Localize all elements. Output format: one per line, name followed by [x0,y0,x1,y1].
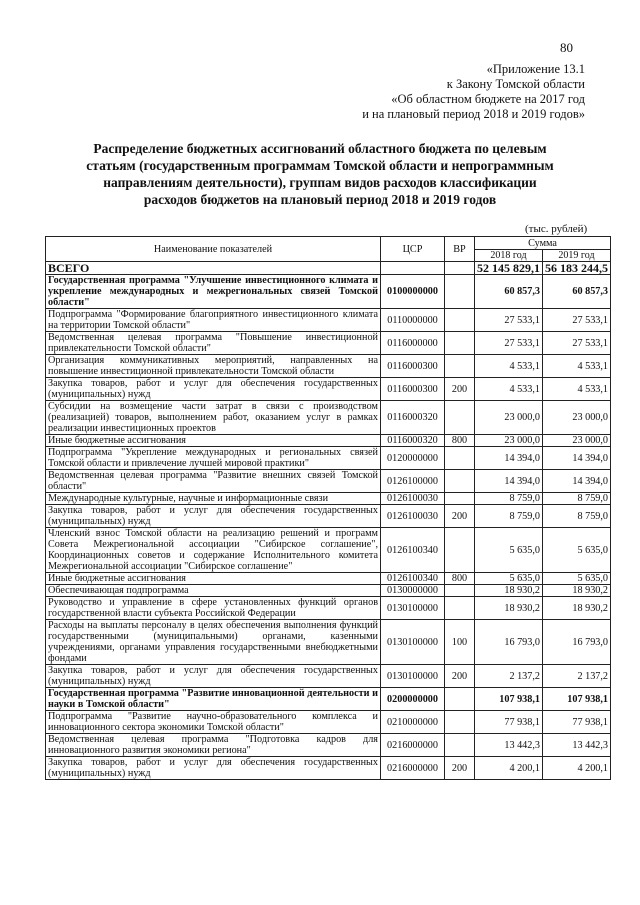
table-row [46,275,611,309]
title-line: расходов бюджетов на плановый период 2018 и 2019 годов [143,192,497,207]
row-csr: 0210000000 [381,711,445,734]
table-row [46,757,611,780]
row-value-2018: 4 200,1 [475,757,543,780]
row-csr: 0116000320 [381,435,445,447]
row-csr: 0200000000 [381,688,445,711]
row-value-2018: 13 442,3 [475,734,543,757]
row-vr: 200 [445,665,475,688]
row-vr: 200 [445,378,475,401]
row-vr [445,734,475,757]
row-vr [445,470,475,493]
table-row [46,711,611,734]
row-name: Иные бюджетные ассигнования [46,573,381,585]
row-value-2018: 4 533,1 [475,355,543,378]
table-row [46,585,611,597]
header-vr: ВР [445,237,475,262]
row-value-2018: 2 137,2 [475,665,543,688]
row-name: Государственная программа "Улучшение инвестиционного климата и укрепление международных и межрегиональных связей Томской области" [46,275,381,309]
row-value-2019: 2 137,2 [543,665,611,688]
row-value-2018: 18 930,2 [475,597,543,620]
row-value-2019: 23 000,0 [543,401,611,435]
row-name: Обеспечивающая подпрограмма [46,585,381,597]
table-row [46,620,611,665]
title-line: Распределение бюджетных ассигнований областного бюджета по целевым [93,141,547,156]
row-name: Закупка товаров, работ и услуг для обеспечения государственных (муниципальных) нужд [46,665,381,688]
row-name: Подпрограмма "Развитие научно-образовательного комплекса и инновационного сектора экономики Томской области" [46,711,381,734]
total-2018: 52 145 829,1 [475,262,543,275]
row-name: Закупка товаров, работ и услуг для обеспечения государственных (муниципальных) нужд [46,378,381,401]
row-value-2018: 5 635,0 [475,573,543,585]
row-name: Ведомственная целевая программа "Повышение инвестиционной привлекательности Томской области" [46,332,381,355]
row-csr: 0100000000 [381,275,445,309]
table-row [46,309,611,332]
row-csr: 0126100340 [381,528,445,573]
units-label: (тыс. рублей) [525,223,588,235]
appendix-line: «Об областном бюджете на 2017 год [391,92,585,106]
row-name: Подпрограмма "Укрепление международных и региональных связей Томской области и привлечение лучшей мировой практики" [46,447,381,470]
row-name: Руководство и управление в сфере установленных функций органов государственной власти субъекта Российской Федерации [46,597,381,620]
row-vr [445,528,475,573]
row-value-2018: 27 533,1 [475,309,543,332]
row-value-2019: 5 635,0 [543,528,611,573]
row-csr: 0216000000 [381,757,445,780]
row-csr: 0126100340 [381,573,445,585]
table-row [46,470,611,493]
total-label: ВСЕГО [46,262,381,275]
row-name: Ведомственная целевая программа "Подготовка кадров для инновационного развития экономики региона" [46,734,381,757]
row-vr: 200 [445,505,475,528]
row-vr: 100 [445,620,475,665]
table-row [46,528,611,573]
row-vr [445,309,475,332]
appendix-line: к Закону Томской области [446,77,585,91]
row-csr: 0120000000 [381,447,445,470]
header-name: Наименование показателей [46,237,381,262]
row-value-2018: 18 930,2 [475,585,543,597]
row-vr: 800 [445,435,475,447]
row-value-2018: 8 759,0 [475,505,543,528]
row-csr: 0130100000 [381,665,445,688]
row-csr: 0130000000 [381,585,445,597]
row-value-2019: 5 635,0 [543,573,611,585]
title-line: статьям (государственным программам Томской области и непрограммным [86,158,554,173]
row-name: Членский взнос Томской области на реализацию решений и программ Совета Межрегиональной ассоциации "Сибирское соглашение", Координационных советов и содержание Исполнительного комитета Межрегиональной ассоциации "Сибирское соглашение" [46,528,381,573]
row-value-2018: 5 635,0 [475,528,543,573]
row-csr: 0216000000 [381,734,445,757]
row-name: Закупка товаров, работ и услуг для обеспечения государственных (муниципальных) нужд [46,757,381,780]
row-value-2019: 60 857,3 [543,275,611,309]
row-csr: 0116000300 [381,355,445,378]
row-csr: 0130100000 [381,597,445,620]
row-value-2019: 27 533,1 [543,332,611,355]
row-vr: 800 [445,573,475,585]
row-value-2018: 107 938,1 [475,688,543,711]
row-name: Международные культурные, научные и информационные связи [46,493,381,505]
row-name: Подпрограмма "Формирование благоприятного инвестиционного климата на территории Томской области" [46,309,381,332]
table-row [46,734,611,757]
row-value-2019: 107 938,1 [543,688,611,711]
table-row [46,597,611,620]
row-value-2018: 23 000,0 [475,401,543,435]
total-2019: 56 183 244,5 [543,262,611,275]
row-vr [445,711,475,734]
table-row [46,493,611,505]
row-vr [445,447,475,470]
total-row [46,262,611,275]
row-value-2019: 4 533,1 [543,378,611,401]
row-value-2018: 23 000,0 [475,435,543,447]
row-value-2019: 4 533,1 [543,355,611,378]
row-value-2019: 18 930,2 [543,585,611,597]
appendix-line: и на плановый период 2018 и 2019 годов» [362,107,585,121]
row-value-2018: 16 793,0 [475,620,543,665]
table-row [46,355,611,378]
row-vr: 200 [445,757,475,780]
row-csr: 0116000000 [381,332,445,355]
row-value-2019: 18 930,2 [543,597,611,620]
row-value-2018: 60 857,3 [475,275,543,309]
table-row [46,332,611,355]
row-vr [445,585,475,597]
row-vr [445,401,475,435]
row-value-2018: 4 533,1 [475,378,543,401]
row-vr [445,597,475,620]
row-csr: 0126100000 [381,470,445,493]
row-csr: 0130100000 [381,620,445,665]
row-value-2018: 8 759,0 [475,493,543,505]
row-csr: 0116000320 [381,401,445,435]
row-value-2018: 77 938,1 [475,711,543,734]
appendix-header [362,62,585,122]
row-name: Субсидии на возмещение части затрат в связи с производством (реализацией) товаров, выполнением работ, оказанием услуг в рамках реализации инвестиционных проектов [46,401,381,435]
header-year-2019: 2019 год [543,250,611,262]
row-vr [445,688,475,711]
row-csr: 0110000000 [381,309,445,332]
row-value-2018: 14 394,0 [475,470,543,493]
header-year-2018: 2018 год [475,250,543,262]
row-value-2019: 16 793,0 [543,620,611,665]
table-row [46,378,611,401]
row-name: Государственная программа "Развитие инновационной деятельности и науки в Томской области" [46,688,381,711]
row-value-2019: 14 394,0 [543,470,611,493]
row-value-2018: 27 533,1 [475,332,543,355]
table-row [46,447,611,470]
row-name: Иные бюджетные ассигнования [46,435,381,447]
row-value-2019: 8 759,0 [543,493,611,505]
header-sum: Сумма [475,237,611,250]
row-csr: 0126100030 [381,505,445,528]
appendix-line: «Приложение 13.1 [486,62,585,76]
row-value-2019: 13 442,3 [543,734,611,757]
row-vr [445,275,475,309]
row-name: Закупка товаров, работ и услуг для обеспечения государственных (муниципальных) нужд [46,505,381,528]
row-value-2019: 8 759,0 [543,505,611,528]
table-row [46,688,611,711]
table-row [46,573,611,585]
row-value-2019: 14 394,0 [543,447,611,470]
total-csr [381,262,445,275]
row-name: Организация коммуникативных мероприятий, направленных на повышение инвестиционной привлекательности Томской области [46,355,381,378]
table-row [46,435,611,447]
row-csr: 0126100030 [381,493,445,505]
row-csr: 0116000300 [381,378,445,401]
budget-table [45,236,611,780]
row-vr [445,355,475,378]
table-row [46,665,611,688]
row-vr [445,493,475,505]
row-value-2019: 23 000,0 [543,435,611,447]
row-vr [445,332,475,355]
page-number: 80 [560,40,573,55]
row-value-2019: 27 533,1 [543,309,611,332]
title-line: направлениям деятельности), группам видов расходов классификации [103,175,537,190]
table-row [46,401,611,435]
total-vr [445,262,475,275]
document-title [75,140,565,208]
row-name: Ведомственная целевая программа "Развитие внешних связей Томской области" [46,470,381,493]
row-value-2019: 4 200,1 [543,757,611,780]
header-csr: ЦСР [381,237,445,262]
row-value-2019: 77 938,1 [543,711,611,734]
row-name: Расходы на выплаты персоналу в целях обеспечения выполнения функций государственными (муниципальными) органами, казенными учреждениями, органами управления государственными внебюджетными фондами [46,620,381,665]
row-value-2018: 14 394,0 [475,447,543,470]
table-row [46,505,611,528]
